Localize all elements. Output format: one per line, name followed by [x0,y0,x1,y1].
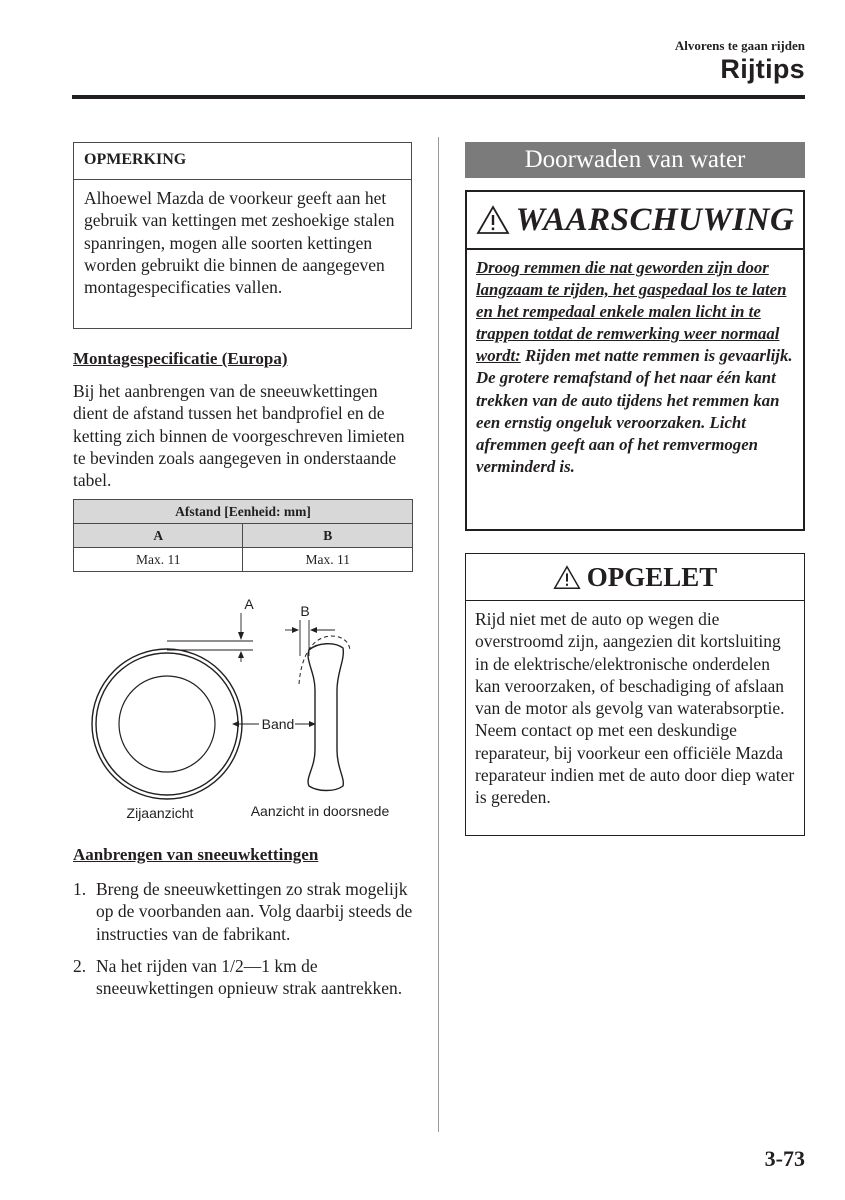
spec-table [73,499,413,572]
caption-cross-section: Aanzicht in doorsnede [250,803,390,819]
warning-header [467,192,803,250]
spec-col-b: B [243,524,413,548]
install-heading: Aanbrengen van sneeuwkettingen [73,845,319,864]
note-box [73,142,412,329]
warning-box [465,190,805,531]
dim-a-arrowhead-top [238,632,244,640]
step-number: 2. [73,955,87,976]
warning-triangle-icon [476,205,510,235]
dim-a-arrowhead-bottom [238,651,244,658]
caution-header [466,554,804,601]
caution-triangle-icon [553,565,581,590]
page-title: Rijtips [720,54,805,84]
step-text: Breng de sneeuwkettingen zo strak mogelijk op de voorbanden aan. Volg daarbij steeds de instructies van de fabrikant. [96,879,413,944]
list-item [73,878,413,945]
warning-underlined-text: Droog remmen die nat geworden zijn door langzaam te rijden, het gaspedaal los te laten en het rempedaal enkele malen licht in te trappen totdat de remwerking weer normaal wordt: [476,258,787,366]
note-body: Alhoewel Mazda de voorkeur geeft aan het gebruik van kettingen met zeshoekige stalen spanringen, mogen alle soorten kettingen worden gebruikt die binnen de aangegeven montagespecificaties vallen. [84,188,395,298]
montage-heading: Montagespecificatie (Europa) [73,349,288,368]
label-b: B [300,603,310,619]
label-a: A [244,596,254,612]
label-band: Band [261,716,295,732]
spec-table-header: Afstand [Eenheid: mm] [74,500,413,524]
tire-outer [96,653,238,795]
chain-outline [92,649,242,799]
dim-b-arrowhead-right [310,627,317,633]
spec-value-a: Max. 11 [74,548,243,572]
list-item [73,955,413,1000]
caption-side-view: Zijaanzicht [126,805,194,821]
caution-box [465,553,805,836]
tire-chain-diagram [73,590,418,830]
warning-body [467,250,803,478]
warning-text: Rijden met natte remmen is gevaarlijk. De grotere remafstand of het naar één kant trekken van de auto tijdens het remmen kan een ernstig ongeluk veroorzaken. Licht afremmen geeft aan of het remvermogen verminderd is. [476,346,793,476]
caution-title: OPGELET [586,561,718,592]
water-section-banner: Doorwaden van water [465,142,805,178]
step-number: 1. [73,879,87,899]
page-number: 3-73 [764,1146,805,1171]
montage-body: Bij het aanbrengen van de sneeuwkettingen dient de afstand tussen het bandprofiel en de ketting zich binnen de voorgeschreven limieten te bevinden zoals aangegeven in onderstaande tabel. [73,381,405,491]
column-divider [438,137,439,1132]
tire-cross-section [308,644,343,791]
rim [119,676,215,772]
spec-col-a: A [74,524,243,548]
header-rule [72,95,805,99]
install-steps [73,878,413,1009]
band-arrowhead-left [232,721,239,727]
warning-title: WAARSCHUWING [515,201,795,238]
note-title: OPMERKING [74,143,411,180]
section-header: Alvorens te gaan rijden [674,38,805,53]
spec-value-b: Max. 11 [243,548,413,572]
step-text: Na het rijden van 1/2―1 km de sneeuwkettingen opnieuw strak aantrekken. [96,955,403,999]
dim-b-arrowhead-left [292,627,299,633]
caution-body: Rijd niet met de auto op wegen die overstroomd zijn, aangezien dit kortsluiting in de elektrische/elektronische onderdelen kan veroorzaken, of beschadiging of afslaan van de motor als gevolg van waterabsorptie. Neem contact op met een deskundige reparateur, bij voorkeur een officiële Mazda reparateur indien met de auto door diep water is gereden. [475,609,795,808]
